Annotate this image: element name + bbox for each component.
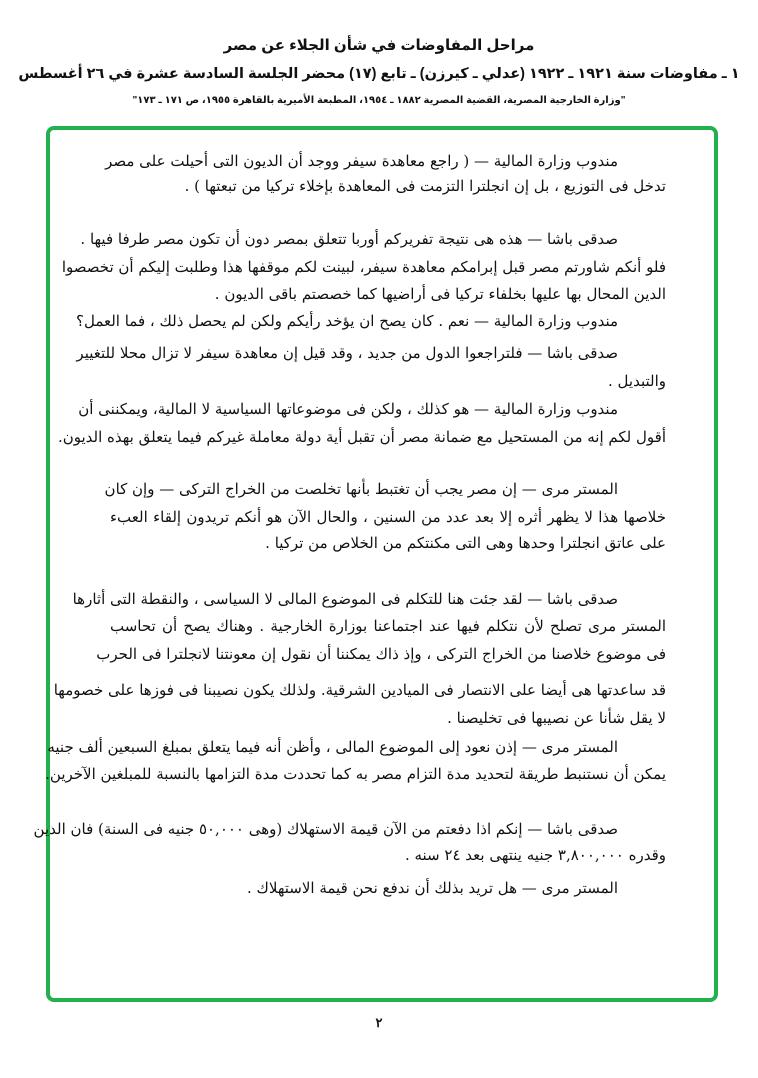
document-title: مراحل المفاوضات في شأن الجلاء عن مصر (223, 37, 535, 54)
document-subtitle: ١ ـ مفاوضات سنة ١٩٢١ ـ ١٩٢٢ (عدلي ـ كيرزن) ـ تابع (١٧) محضر الجلسة السادسة عشرة في ٢٦ أغسطس (18, 66, 740, 82)
text-line: المستر مرى تصلح لأن نتكلم فيها عند اجتماعنا بوزارة الخارجية . وهناك يصح أن تحاسب (110, 617, 666, 635)
text-line: صدقى باشا — إنكم اذا دفعتم من الآن قيمة الاستهلاك (وهى ٥٠,٠٠٠ جنيه فى السنة) فان الدين (33, 820, 618, 838)
text-line: صدقى باشا — هذه هى نتيجة تفريركم أوربا تتعلق بمصر دون أن تكون مصر طرفا فيها . (80, 230, 618, 248)
text-line: صدقى باشا — لقد جئت هنا للتكلم فى الموضوع المالى لا السياسى ، والنقطة التى أثارها (72, 590, 618, 608)
text-line: مندوب وزارة المالية — ( راجع معاهدة سيفر ووجد أن الديون التى أحيلت على مصر (105, 152, 618, 170)
page-number: ٢ (375, 1016, 383, 1031)
text-line: مندوب وزارة المالية — نعم . كان يصح ان يؤخد رأيكم ولكن لم يحصل ذلك ، فما العمل؟ (76, 312, 618, 330)
text-line: صدقى باشا — فلتراجعوا الدول من جديد ، وقد قيل إن معاهدة سيفر لا تزال محلا للتغيير (76, 344, 618, 362)
text-line: لا يقل شأنا عن نصيبها فى تخليصنا . (447, 709, 666, 727)
text-line: الدين المحال بها عليها بخلفاء تركيا فى أراضيها كما خصصتم باقى الديون . (214, 285, 666, 303)
text-line: المستر مرى — إن مصر يجب أن تغتبط بأنها تخلصت من الخراج التركى — وإن كان (104, 480, 618, 498)
text-line: المستر مرى — هل تريد بذلك أن ندفع نحن قيمة الاستهلاك . (246, 879, 618, 897)
text-line: يمكن أن نستنبط طريقة لتحديد مدة التزام مصر به كما تحددت مدة التزامها بالنسبة للمبلغين الآخرين. (45, 765, 666, 783)
text-line: تدخل فى التوزيع ، بل إن انجلترا التزمت فى المعاهدة بإخلاء تركيا من تبعتها ) . (184, 177, 666, 195)
source-citation: "وزارة الخارجية المصرية، القضية المصرية ١٨٨٢ ـ ١٩٥٤، المطبعة الأميرية بالقاهرة ١٩٥٥، ص ١٧١ ـ ١٧٣" (132, 95, 626, 106)
text-line: وقدره ٣,٨٠٠,٠٠٠ جنيه ينتهى بعد ٢٤ سنه . (404, 846, 666, 864)
text-line: أقول لكم إنه من المستحيل مع ضمانة مصر أن تقبل أية دولة معاملة غيركم فيما يتعلق بهذه الديون. (57, 428, 666, 446)
text-line: قد ساعدتها هى أيضا على الانتصار فى الميادين الشرقية. ولذلك يكون نصيبنا فى فوزها على خصومها (53, 681, 666, 699)
text-line: والتبديل . (608, 372, 666, 390)
text-line: فى موضوع خلاصنا من الخراج التركى ، وإذ ذاك يمكننا أن نقول إن معونتنا لانجلترا فى الحرب (96, 645, 666, 663)
text-line: المستر مرى — إذن نعود إلى الموضوع المالى ، وأظن أنه فيما يتعلق بمبلغ السبعين ألف جنيه (47, 738, 618, 756)
text-line: فلو أنكم شاورتم مصر قبل إبرامكم معاهدة سيفر، لبينت لكم موقفها هذا وطلبت إليكم أن تخصصوا (61, 258, 666, 276)
text-line: خلاصها هذا لا يظهر أثره إلا بعد عدد من السنين ، والحال الآن هو أنكم تريدون إلقاء العبء (110, 508, 666, 526)
text-line: على عاتق انجلترا وحدها وهى التى مكنتكم من الخلاص من تركيا . (265, 534, 666, 552)
text-line: مندوب وزارة المالية — هو كذلك ، ولكن فى موضوعاتها السياسية لا المالية، ويمكننى أن (78, 400, 618, 418)
